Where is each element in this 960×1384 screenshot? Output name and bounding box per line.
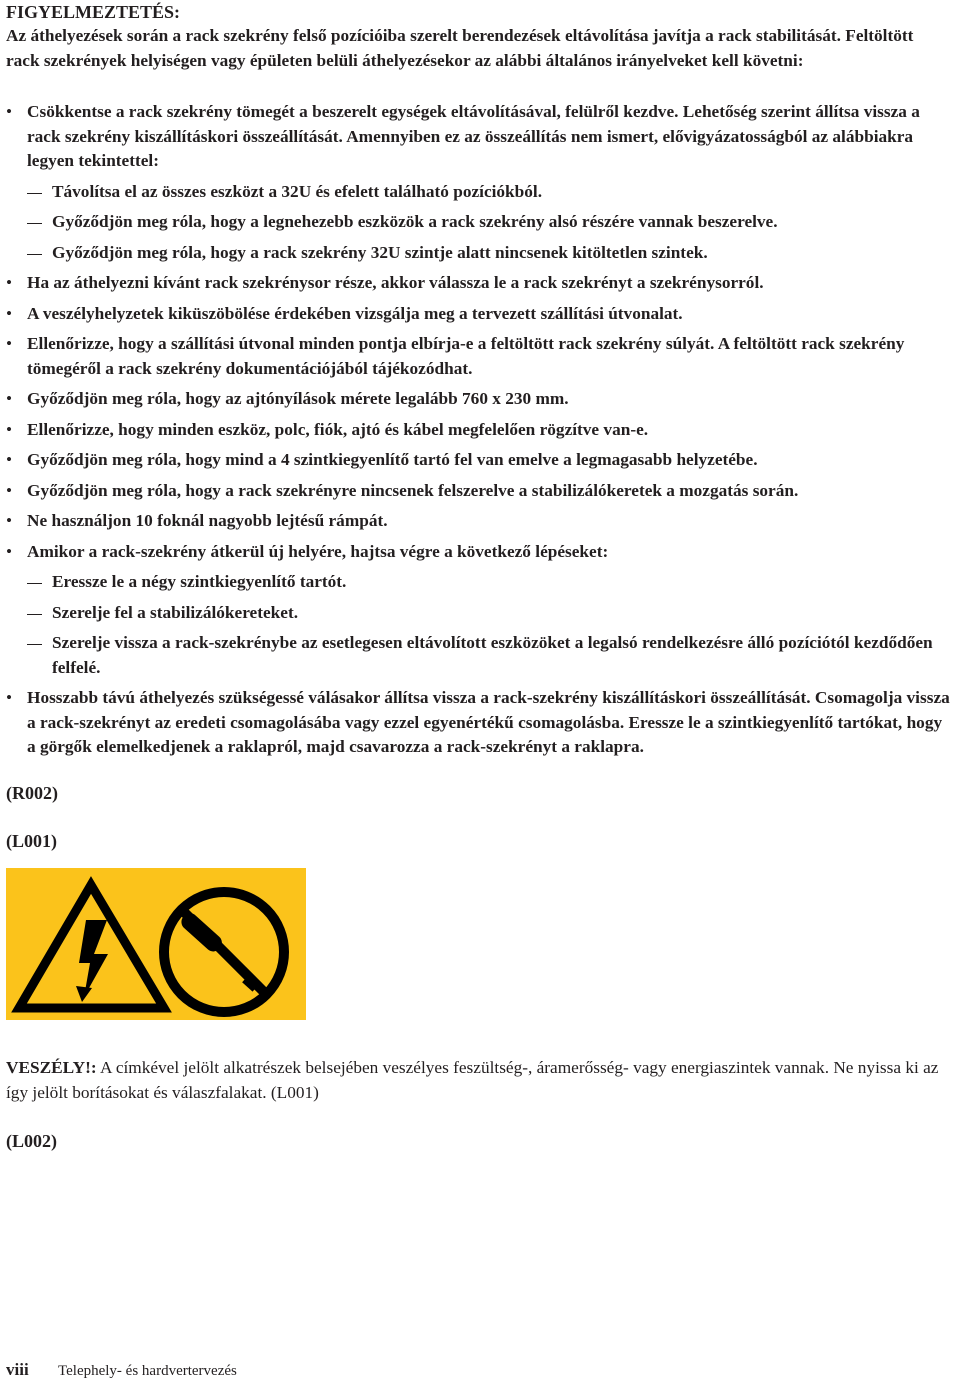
danger-lead: VESZÉLY!: xyxy=(6,1058,97,1077)
page-number: viii xyxy=(6,1360,29,1379)
warning-bullet-item xyxy=(6,332,954,381)
warning-bullet-item xyxy=(6,686,954,760)
page-footer xyxy=(6,1360,237,1381)
bullet-text: Csökkentse a rack szekrény tömegét a beszerelt egységek eltávolításával, felülről kezdve. Lehetőség szerint állítsa vissza a rack szekrény kiszállításkori összeállítását. Amennyiben ez az összeállítás nem ismert, elővigyázatosságból az alábbiakra legyen tekintettel: xyxy=(27,102,920,170)
hazard-label xyxy=(6,868,306,1020)
danger-text: A címkével jelölt alkatrészek belsejében veszélyes feszültség-, áramerősség- vagy energiaszintek vannak. Ne nyissa ki az így jelölt borításokat és válaszfalakat. (L001) xyxy=(6,1058,939,1102)
no-tools-icon xyxy=(164,892,284,1012)
sub-list-item: Szerelje vissza a rack-szekrénybe az esetlegesen eltávolított eszközöket a legalsó rendelkezésre álló pozíciótól kezdődően felfelé. xyxy=(27,631,954,680)
bullet-text: Hosszabb távú áthelyezés szükségessé válásakor állítsa vissza a rack-szekrény kiszállításkori összeállítását. Csomagolja vissza a rack-szekrényt az eredeti csomagolásába vagy ezzel egyenértékű csomagolásba. Eressze le a szintkiegyenlítő tartókat, hogy a görgők elemelkedjenek a raklapról, majd csavarozza a rack-szekrényt a raklapra. xyxy=(27,688,950,756)
footer-title: Telephely- és hardvertervezés xyxy=(58,1363,237,1379)
bullet-text: A veszélyhelyzetek kiküszöbölése érdekében vizsgálja meg a tervezett szállítási útvonalat. xyxy=(27,303,683,323)
code-l002: (L002) xyxy=(6,1131,57,1151)
warning-bullet-item xyxy=(6,302,954,327)
warning-bullet-list xyxy=(6,100,954,766)
warning-bullet-item xyxy=(6,448,954,473)
code-l001: (L001) xyxy=(6,831,57,851)
warning-bullet-item xyxy=(6,509,954,534)
warning-bullet-item xyxy=(6,387,954,412)
warning-bullet-item xyxy=(6,271,954,296)
bullet-text: Ellenőrizze, hogy minden eszköz, polc, fiók, ajtó és kábel megfelelően rögzítve van-e. xyxy=(27,419,649,439)
hazard-label-graphic xyxy=(6,868,306,1020)
sub-list xyxy=(27,180,954,266)
bullet-text: Amikor a rack-szekrény átkerül új helyére, hajtsa végre a következő lépéseket: xyxy=(27,541,609,561)
electrical-hazard-icon xyxy=(19,885,164,1008)
sub-list-item: Távolítsa el az összes eszközt a 32U és efelett található pozíciókból. xyxy=(27,180,954,205)
danger-notice xyxy=(6,1056,946,1105)
warning-bullet-item xyxy=(6,100,954,265)
sub-list-item: Győződjön meg róla, hogy a rack szekrény 32U szintje alatt nincsenek kitöltetlen szintek. xyxy=(27,241,954,266)
bullet-text: Győződjön meg róla, hogy a rack szekrényre nincsenek felszerelve a stabilizálókeretek a mozgatás során. xyxy=(27,480,799,500)
warning-bullet-item xyxy=(6,418,954,443)
warning-bullet-item xyxy=(6,540,954,681)
bullet-text: Győződjön meg róla, hogy mind a 4 szintkiegyenlítő tartó fel van emelve a legmagasabb helyzetébe. xyxy=(27,450,758,469)
warning-intro: Az áthelyezések során a rack szekrény felső pozícióiba szerelt berendezések eltávolítása javítja a rack stabilitását. Feltöltött rack szekrények helyiségen vagy épületen belüli áthelyezésekor az alábbi általános irányelveket kell követni: xyxy=(6,26,914,70)
code-r002: (R002) xyxy=(6,783,58,803)
bullet-text: Győződjön meg róla, hogy az ajtónyílások mérete legalább 760 x 230 mm. xyxy=(27,389,569,408)
sub-list-item: Eressze le a négy szintkiegyenlítő tartót. xyxy=(27,570,954,595)
bullet-text: Ha az áthelyezni kívánt rack szekrénysor része, akkor válassza le a rack szekrényt a szekrénysorról. xyxy=(27,273,764,292)
warning-bullet-item xyxy=(6,479,954,504)
sub-list-item: Szerelje fel a stabilizálókereteket. xyxy=(27,601,954,626)
warning-title: FIGYELMEZTETÉS: xyxy=(6,2,181,22)
sub-list xyxy=(27,570,954,680)
bullet-text: Ellenőrizze, hogy a szállítási útvonal minden pontja elbírja-e a feltöltött rack szekrény súlyát. A feltöltött rack szekrény tömegéről a rack szekrény dokumentációjából tájékozódhat. xyxy=(27,334,905,378)
bullet-text: Ne használjon 10 foknál nagyobb lejtésű rámpát. xyxy=(27,511,388,530)
sub-list-item: Győződjön meg róla, hogy a legnehezebb eszközök a rack szekrény alsó részére vannak beszerelve. xyxy=(27,210,954,235)
